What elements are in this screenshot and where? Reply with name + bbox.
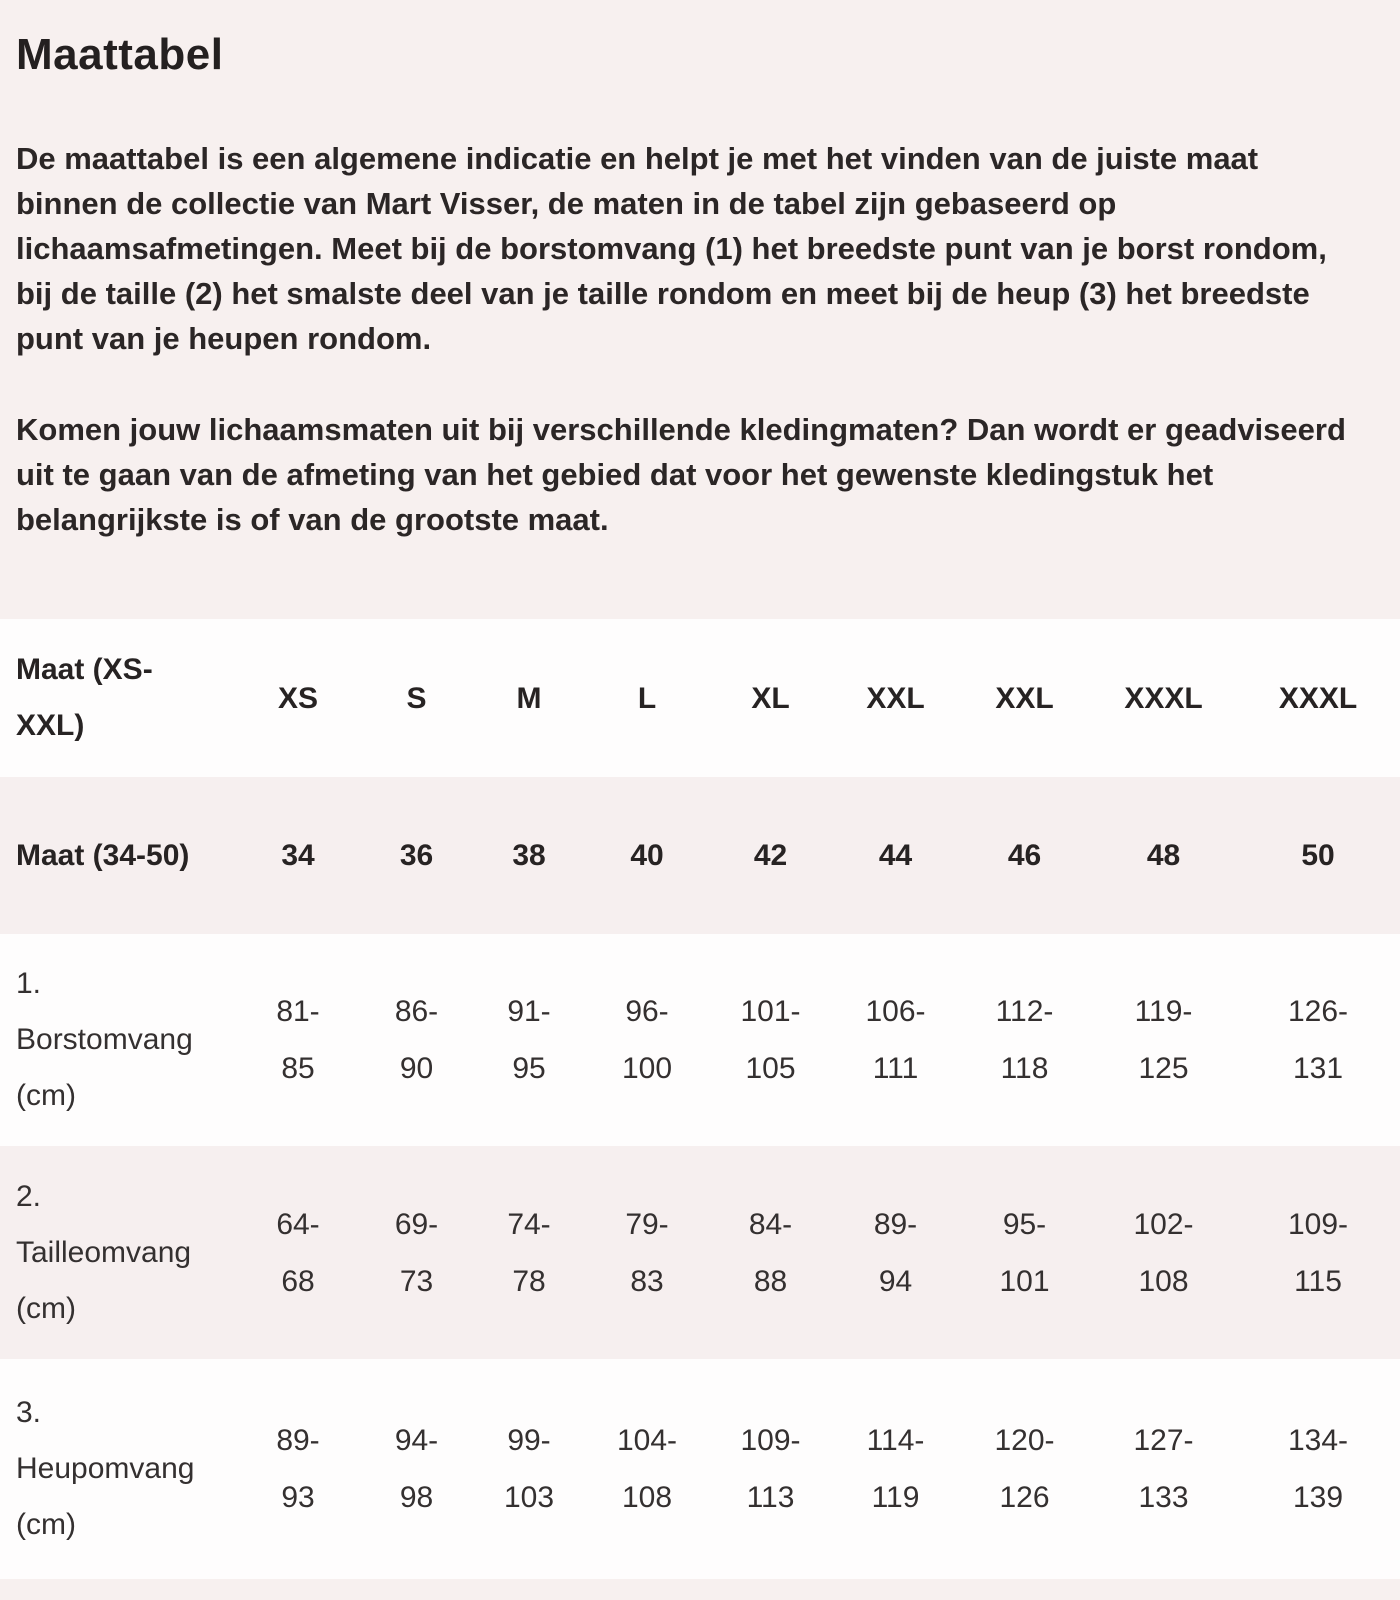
size-value-cell: 106- 111 bbox=[865, 995, 926, 1085]
size-value-cell: XXXL bbox=[1278, 681, 1358, 715]
size-value-cell: 89- 93 bbox=[276, 1424, 320, 1514]
size-value-cell: 104- 108 bbox=[616, 1424, 678, 1514]
size-value-cell: 79- 83 bbox=[625, 1207, 669, 1298]
size-value-cell: 94- 98 bbox=[394, 1424, 439, 1514]
size-value-cell: 50 bbox=[1301, 839, 1335, 872]
size-value-cell: 89- 94 bbox=[873, 1207, 918, 1298]
table-row bbox=[0, 1359, 1400, 1579]
size-value-cell: M bbox=[516, 681, 542, 715]
table-row bbox=[0, 1146, 1400, 1359]
row-label: 1. Borstomvang (cm) bbox=[16, 967, 193, 1112]
size-value-cell: 86- 90 bbox=[394, 995, 439, 1085]
size-value-cell: 134- 139 bbox=[1287, 1424, 1349, 1514]
size-value-cell: L bbox=[637, 681, 657, 715]
size-value-cell: XXXL bbox=[1124, 681, 1203, 715]
size-value-cell: 96- 100 bbox=[621, 995, 673, 1085]
intro-section bbox=[0, 0, 1400, 542]
size-value-cell: 95- 101 bbox=[999, 1207, 1050, 1298]
size-value-cell: 64- 68 bbox=[276, 1207, 320, 1298]
size-value-cell: 44 bbox=[878, 839, 913, 872]
size-value-cell: 126- 131 bbox=[1287, 995, 1349, 1085]
table-row bbox=[0, 777, 1400, 934]
size-value-cell: 109- 113 bbox=[740, 1424, 801, 1514]
size-value-cell: 99- 103 bbox=[503, 1424, 555, 1514]
size-value-cell: 84- 88 bbox=[748, 1207, 793, 1298]
intro-paragraph-2: Komen jouw lichaamsmaten uit bij verschillende kledingmaten? Dan wordt er geadviseerd uit te gaan van de afmeting van het gebied dat voor het gewenste kledingstuk het belangrijkste is of van de grootste maat. bbox=[16, 412, 1346, 537]
size-value-cell: 48 bbox=[1146, 839, 1181, 872]
size-value-cell: 74- 78 bbox=[507, 1207, 551, 1298]
intro-paragraph-1: De maattabel is een algemene indicatie en helpt je met het vinden van de juiste maat binnen de collectie van Mart Visser, de maten in de tabel zijn gebaseerd op lichaamsafmetingen. Meet bij de borstomvang (1) het breedste punt van je borst rondom, bij de taille (2) het smalste deel van je taille rondom en meet bij de heup (3) het breedste punt van je heupen rondom. bbox=[16, 141, 1327, 356]
size-value-cell: XXL bbox=[866, 681, 925, 715]
size-value-cell: 40 bbox=[630, 839, 664, 872]
page-title: Maattabel bbox=[16, 30, 224, 79]
size-table bbox=[0, 619, 1400, 1579]
size-value-cell: 101- 105 bbox=[740, 995, 801, 1085]
size-value-cell: 127- 133 bbox=[1133, 1424, 1194, 1514]
size-value-cell: 36 bbox=[399, 839, 434, 872]
table-row bbox=[0, 934, 1400, 1146]
row-label: 3. Heupomvang (cm) bbox=[16, 1396, 195, 1541]
size-value-cell: 120- 126 bbox=[994, 1424, 1055, 1514]
size-value-cell: S bbox=[406, 681, 427, 715]
size-value-cell: 119- 125 bbox=[1134, 995, 1193, 1085]
size-value-cell: 112- 118 bbox=[995, 995, 1054, 1085]
size-value-cell: 34 bbox=[281, 839, 315, 872]
row-label: 2. Tailleomvang (cm) bbox=[16, 1179, 192, 1325]
row-label: Maat (34-50) bbox=[16, 838, 190, 872]
size-value-cell: 38 bbox=[512, 839, 546, 872]
size-value-cell: 91- 95 bbox=[507, 995, 551, 1085]
row-label: Maat (XS-XXL) bbox=[16, 653, 153, 742]
size-value-cell: 114- 119 bbox=[866, 1424, 925, 1514]
size-value-cell: 102- 108 bbox=[1133, 1207, 1194, 1298]
size-value-cell: XS bbox=[277, 681, 319, 715]
size-value-cell: 81- 85 bbox=[276, 995, 320, 1085]
table-row bbox=[0, 619, 1400, 777]
size-table-body bbox=[0, 619, 1400, 1579]
size-value-cell: 42 bbox=[753, 839, 788, 872]
size-value-cell: 109- 115 bbox=[1287, 1207, 1349, 1298]
size-value-cell: 46 bbox=[1007, 839, 1042, 872]
size-value-cell: XXL bbox=[995, 681, 1054, 715]
size-value-cell: XL bbox=[751, 681, 790, 715]
size-value-cell: 69- 73 bbox=[394, 1207, 439, 1298]
